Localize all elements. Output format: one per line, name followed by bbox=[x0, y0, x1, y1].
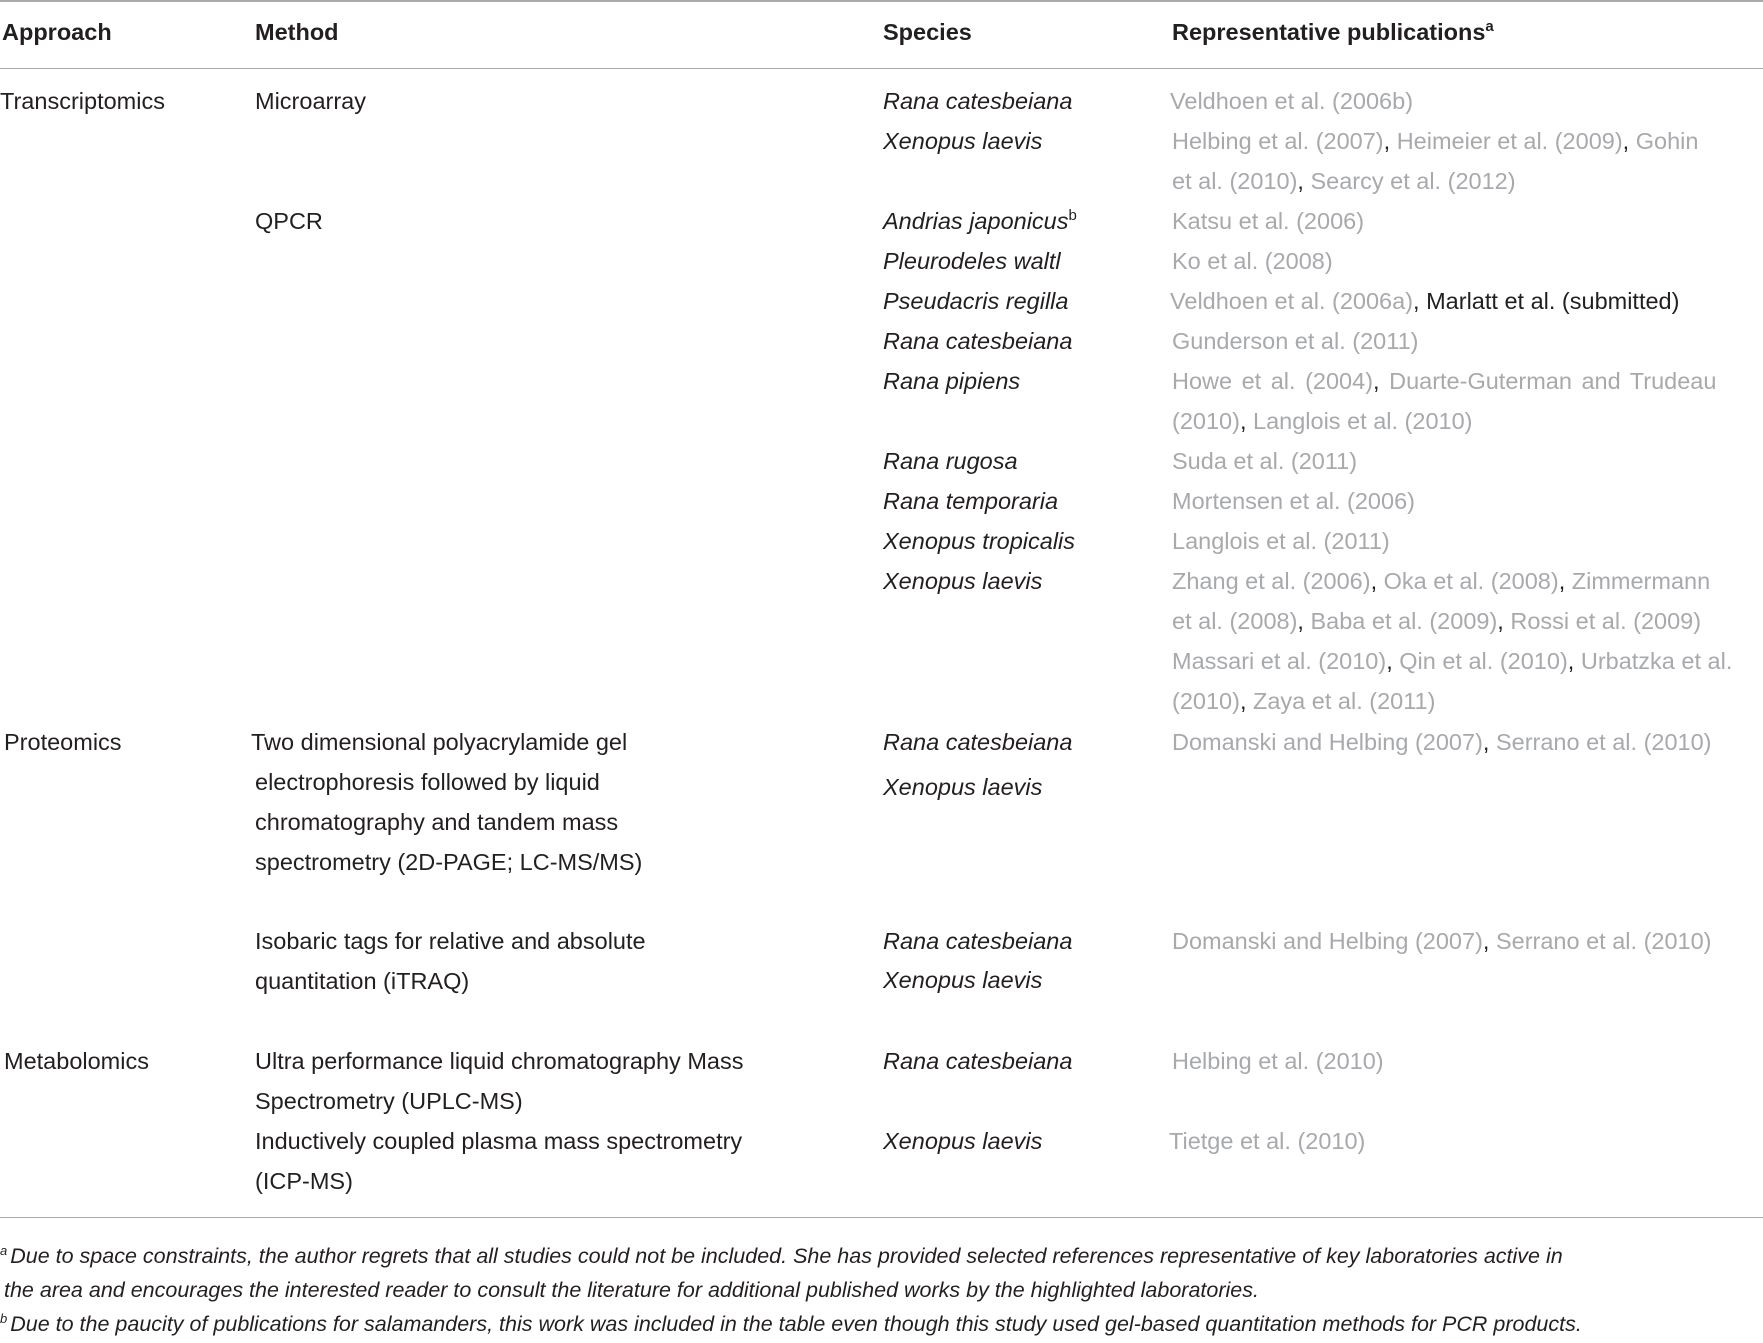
header-approach: Approach bbox=[2, 19, 112, 45]
method-line: Inductively coupled plasma mass spectrometry bbox=[255, 1128, 743, 1154]
publication-cell bbox=[1172, 722, 1712, 762]
reference-link[interactable]: Heimeier et al. (2009) bbox=[1396, 128, 1623, 154]
method-line: Ultra performance liquid chromatography Mass bbox=[255, 1048, 744, 1074]
separator: , bbox=[1482, 729, 1496, 755]
reference-link[interactable]: Searcy et al. (2012) bbox=[1310, 168, 1516, 194]
reference-link[interactable]: Domanski and Helbing (2007) bbox=[1172, 729, 1483, 755]
approach-transcriptomics: Transcriptomics bbox=[0, 88, 165, 114]
publication-cell bbox=[1172, 921, 1712, 961]
method-qpcr: QPCR bbox=[255, 208, 323, 234]
footnote-a-marker: a bbox=[1485, 18, 1494, 36]
publication-cell bbox=[1172, 681, 1435, 721]
separator: , bbox=[1370, 568, 1384, 594]
publication-cell bbox=[1172, 201, 1364, 241]
header-publications bbox=[1172, 12, 1494, 52]
publication-cell bbox=[1172, 121, 1698, 161]
top-rule bbox=[0, 0, 1763, 2]
footnote-b bbox=[0, 1306, 1582, 1343]
reference-link[interactable]: Domanski and Helbing (2007) bbox=[1172, 928, 1483, 954]
reference-link[interactable]: Veldhoen et al. (2006b) bbox=[1170, 88, 1414, 114]
separator: , bbox=[1297, 608, 1311, 634]
species-cell: Xenopus laevis bbox=[883, 1128, 1043, 1154]
publication-cell bbox=[1172, 361, 1716, 401]
reference-link[interactable]: Zhang et al. (2006) bbox=[1172, 568, 1371, 594]
species-cell: Rana catesbeiana bbox=[883, 729, 1073, 755]
footnote-a bbox=[0, 1238, 1563, 1275]
separator: , bbox=[1239, 688, 1253, 714]
species-cell: Rana catesbeiana bbox=[883, 1048, 1073, 1074]
species-cell: Rana temporaria bbox=[883, 488, 1059, 514]
reference-link[interactable]: Zimmermann bbox=[1571, 568, 1711, 594]
species-cell: Rana rugosa bbox=[883, 448, 1018, 474]
footnote-a-continued: the area and encourages the interested reader to consult the literature for additional published works by the highlighted laboratories. bbox=[4, 1278, 1259, 1302]
approach-proteomics: Proteomics bbox=[4, 729, 122, 755]
reference-link[interactable]: Baba et al. (2009) bbox=[1310, 608, 1498, 634]
method-line: spectrometry (2D-PAGE; LC-MS/MS) bbox=[255, 849, 643, 875]
publication-cell bbox=[1172, 601, 1701, 641]
publication-cell bbox=[1172, 641, 1732, 681]
species-cell: Rana catesbeiana bbox=[883, 928, 1073, 954]
reference-link[interactable]: Serrano et al. (2010) bbox=[1495, 729, 1712, 755]
publication-cell bbox=[1172, 1041, 1384, 1081]
reference-link[interactable]: Urbatzka et al. bbox=[1580, 648, 1733, 674]
method-line: Spectrometry (UPLC-MS) bbox=[255, 1088, 523, 1114]
footnote-a-text: Due to space constraints, the author regrets that all studies could not be included. She has provided selected references representative of key laboratories active in bbox=[10, 1244, 1563, 1268]
species-cell: Xenopus laevis bbox=[883, 128, 1043, 154]
header-species: Species bbox=[883, 19, 972, 45]
species-cell: Pleurodeles waltl bbox=[883, 248, 1061, 274]
separator: , bbox=[1558, 568, 1572, 594]
species-cell: Rana pipiens bbox=[883, 368, 1021, 394]
separator: , bbox=[1297, 168, 1311, 194]
publication-cell bbox=[1170, 281, 1679, 321]
reference-link[interactable]: Rossi et al. (2009) bbox=[1510, 608, 1702, 634]
separator: , bbox=[1567, 648, 1581, 674]
reference-link[interactable]: Oka et al. (2008) bbox=[1383, 568, 1559, 594]
reference-link[interactable]: Serrano et al. (2010) bbox=[1495, 928, 1712, 954]
publication-cell bbox=[1172, 241, 1333, 281]
species-cell bbox=[883, 201, 1077, 241]
method-line: electrophoresis followed by liquid bbox=[255, 769, 600, 795]
method-line: quantitation (iTRAQ) bbox=[255, 968, 470, 994]
publication-cell bbox=[1172, 401, 1472, 441]
reference-link[interactable]: (2010) bbox=[1172, 408, 1240, 434]
publication-cell bbox=[1172, 561, 1710, 601]
reference-link[interactable]: (2010) bbox=[1172, 688, 1240, 714]
reference-link[interactable]: et al. (2010) bbox=[1172, 168, 1298, 194]
reference-link[interactable]: Mortensen et al. (2006) bbox=[1172, 488, 1415, 514]
method-line: Two dimensional polyacrylamide gel bbox=[251, 729, 628, 755]
footnote-b-marker: b bbox=[1068, 207, 1077, 225]
footnote-b-mark: b bbox=[0, 1310, 8, 1326]
separator: , bbox=[1239, 408, 1253, 434]
reference-link[interactable]: Massari et al. (2010) bbox=[1172, 648, 1387, 674]
header-rule bbox=[0, 68, 1763, 69]
reference-link[interactable]: Duarte-Guterman and Trudeau bbox=[1389, 368, 1717, 394]
species-cell: Xenopus tropicalis bbox=[883, 528, 1076, 554]
publication-cell bbox=[1172, 161, 1516, 201]
reference-link[interactable]: et al. (2008) bbox=[1172, 608, 1298, 634]
species-cell: Xenopus laevis bbox=[883, 967, 1043, 993]
species-name: Andrias japonicus bbox=[883, 208, 1069, 234]
reference-link[interactable]: Zaya et al. (2011) bbox=[1253, 688, 1436, 714]
reference-link[interactable]: Helbing et al. (2007) bbox=[1172, 128, 1384, 154]
species-cell: Rana catesbeiana bbox=[883, 88, 1073, 114]
separator: , bbox=[1497, 608, 1511, 634]
reference-link[interactable]: Gohin bbox=[1635, 128, 1699, 154]
reference-text: Marlatt et al. (submitted) bbox=[1426, 288, 1680, 314]
publication-cell bbox=[1169, 1121, 1365, 1161]
species-cell: Xenopus laevis bbox=[883, 774, 1043, 800]
footnote-b-text: Due to the paucity of publications for salamanders, this work was included in the table even though this study used gel-based quantitation methods for PCR products. bbox=[10, 1312, 1582, 1336]
reference-link[interactable]: Katsu et al. (2006) bbox=[1172, 208, 1365, 234]
reference-link[interactable]: Ko et al. (2008) bbox=[1172, 248, 1333, 274]
separator: , bbox=[1622, 128, 1636, 154]
reference-link[interactable]: Suda et al. (2011) bbox=[1172, 448, 1358, 474]
footnote-a-mark: a bbox=[0, 1242, 8, 1258]
reference-link[interactable]: Helbing et al. (2010) bbox=[1172, 1048, 1384, 1074]
reference-link[interactable]: Gunderson et al. (2011) bbox=[1172, 328, 1419, 354]
separator: , bbox=[1373, 368, 1390, 394]
species-cell: Rana catesbeiana bbox=[883, 328, 1073, 354]
publication-cell bbox=[1172, 321, 1418, 361]
bottom-rule bbox=[0, 1217, 1763, 1218]
separator: , bbox=[1413, 288, 1427, 314]
separator: , bbox=[1383, 128, 1397, 154]
species-cell: Pseudacris regilla bbox=[883, 288, 1069, 314]
method-line: chromatography and tandem mass bbox=[255, 809, 619, 835]
separator: , bbox=[1482, 928, 1496, 954]
reference-link[interactable]: Tietge et al. (2010) bbox=[1169, 1128, 1366, 1154]
publication-cell bbox=[1172, 481, 1415, 521]
publication-cell bbox=[1170, 81, 1413, 121]
reference-link[interactable]: Veldhoen et al. (2006a) bbox=[1170, 288, 1414, 314]
approach-metabolomics: Metabolomics bbox=[4, 1048, 149, 1074]
reference-link[interactable]: Langlois et al. (2010) bbox=[1253, 408, 1473, 434]
separator: , bbox=[1386, 648, 1400, 674]
reference-link[interactable]: Langlois et al. (2011) bbox=[1172, 528, 1390, 554]
publication-cell bbox=[1172, 521, 1390, 561]
method-microarray: Microarray bbox=[255, 88, 366, 114]
species-cell: Xenopus laevis bbox=[883, 568, 1043, 594]
header-publications-text: Representative publications bbox=[1172, 19, 1486, 45]
header-method: Method bbox=[255, 19, 339, 45]
reference-link[interactable]: Howe et al. (2004) bbox=[1172, 368, 1374, 394]
publication-cell bbox=[1172, 441, 1357, 481]
reference-link[interactable]: Qin et al. (2010) bbox=[1399, 648, 1568, 674]
method-line: (ICP-MS) bbox=[255, 1168, 353, 1194]
method-line: Isobaric tags for relative and absolute bbox=[255, 928, 646, 954]
